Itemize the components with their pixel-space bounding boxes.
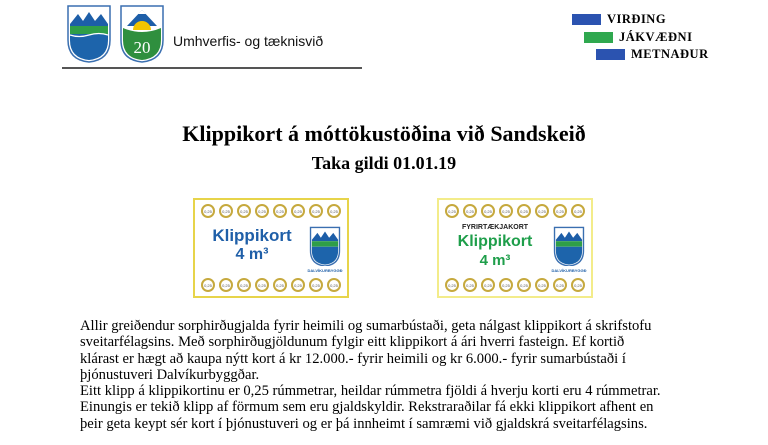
- clip-circle: 0,25: [327, 204, 341, 218]
- crest-icon: [553, 226, 585, 271]
- business-clip-card: [437, 198, 593, 298]
- clip-circle: 0,25: [219, 278, 233, 292]
- municipal-crest-logo: [66, 4, 112, 69]
- clip-circle: 0,25: [571, 278, 585, 292]
- clip-row-top: [201, 204, 341, 218]
- clip-circle: 0,25: [517, 204, 531, 218]
- card-type: FYRIRTÆKJAKORT: [461, 224, 529, 231]
- clip-circle: 0,25: [327, 278, 341, 292]
- body-line: sveitarfélagsins. Með sorphirðugjöldunum fylgir eitt klippikort á ári hverri fasteign. Ef kortið: [80, 334, 625, 351]
- household-clip-card: [193, 198, 349, 298]
- clip-circle: 0,25: [517, 278, 531, 292]
- clip-circle: 0,25: [309, 278, 323, 292]
- clip-circle: 0,25: [273, 278, 287, 292]
- clip-circle: 0,25: [481, 278, 495, 292]
- clip-circle: 0,25: [445, 204, 459, 218]
- card-volume: 4 m³: [479, 252, 511, 269]
- clip-circle: 0,25: [553, 204, 567, 218]
- crest-label: DALVÍKURBYGGÐ: [551, 268, 587, 273]
- clip-circle: 0,25: [309, 204, 323, 218]
- svg-text:20: 20: [133, 38, 151, 57]
- crest-icon: [309, 226, 341, 271]
- card-name: Klippikort: [212, 226, 292, 245]
- clip-circle: 0,25: [201, 204, 215, 218]
- clip-circle: 0,25: [463, 278, 477, 292]
- body-line: Einungis er tekið klipp af förmum sem eru gjaldskyldir. Rekstraraðilar fá ekki klippikort afhent en: [80, 399, 654, 416]
- clip-circle: 0,25: [291, 278, 305, 292]
- value-jakvaedni: JÁKVÆÐNI: [584, 30, 692, 45]
- clip-circle: 0,25: [481, 204, 495, 218]
- clip-circle: 0,25: [219, 204, 233, 218]
- card-name: Klippikort: [457, 233, 533, 250]
- clip-row-top: [445, 204, 585, 218]
- value-virding: VIRÐING: [572, 12, 666, 27]
- clip-row-bottom: [201, 278, 341, 292]
- crest-label: DALVÍKURBYGGÐ: [307, 268, 343, 273]
- clip-circle: 0,25: [571, 204, 585, 218]
- clip-circle: 0,25: [237, 204, 251, 218]
- clip-circle: 0,25: [535, 204, 549, 218]
- clip-circle: 0,25: [463, 204, 477, 218]
- value-metnadur: METNAÐUR: [596, 47, 709, 62]
- clip-circle: 0,25: [535, 278, 549, 292]
- body-text: [80, 318, 720, 432]
- clip-circle: 0,25: [201, 278, 215, 292]
- clip-circle: 0,25: [237, 278, 251, 292]
- body-line: Eitt klipp á klippikortinu er 0,25 rúmmetrar, heildar rúmmetra fjöldi á hverju korti eru 4 rúmmetrar.: [80, 383, 661, 400]
- clip-circle: 0,25: [553, 278, 567, 292]
- body-line: Allir greiðendur sorphirðugjalda fyrir heimili og sumarbústaði, geta nálgast klippikort á skrifstofu: [80, 318, 652, 334]
- page-subtitle: Taka gildi 01.01.19: [311, 153, 457, 173]
- clip-circle: 0,25: [291, 204, 305, 218]
- page-title: Klippikort á móttökustöðina við Sandskeið: [182, 121, 586, 146]
- card-volume: 4 m³: [235, 246, 269, 263]
- header-divider: [62, 67, 362, 69]
- clip-row-bottom: [445, 278, 585, 292]
- anniversary-crest-logo: [119, 4, 165, 69]
- org-name: Umhverfis- og tæknisvið: [173, 33, 324, 49]
- clip-circle: 0,25: [499, 278, 513, 292]
- body-line: þeir geta keypt sér kort í þjónustuveri og er þá innheimt í samræmi við gjaldskrá sveitarfélagsins.: [80, 415, 648, 432]
- body-line: klárast er hægt að kaupa nýtt kort á kr 12.000.- fyrir heimili og kr 6.000.- fyrir sumarbústaði í: [80, 350, 626, 367]
- clip-circle: 0,25: [499, 204, 513, 218]
- clip-circle: 0,25: [255, 278, 269, 292]
- clip-circle: 0,25: [445, 278, 459, 292]
- clip-circle: 0,25: [273, 204, 287, 218]
- clip-circle: 0,25: [255, 204, 269, 218]
- body-line: þjónustuveri Dalvíkurbyggðar.: [80, 366, 260, 383]
